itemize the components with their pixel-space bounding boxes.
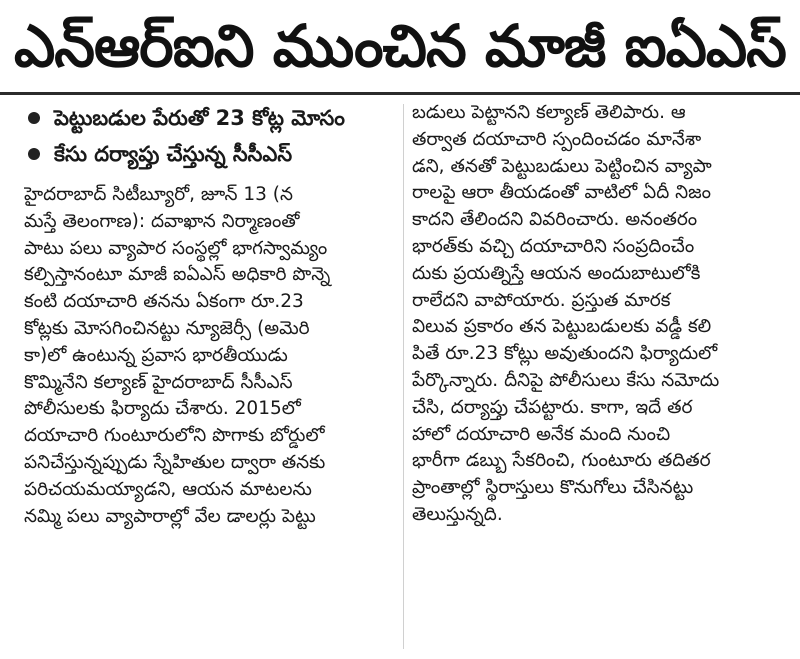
left-body-text [24, 182, 396, 530]
body-line: నమ్మి పలు వ్యాపారాల్లో వేల డాలర్లు పెట్టు [24, 505, 316, 527]
body-line: మస్తే తెలంగాణ): దవాఖాన నిర్మాణంతో [24, 210, 300, 232]
body-line: పోలీసులకు ఫిర్యాదు చేశారు. 2015లో [24, 398, 301, 420]
body-line: కొమ్మినేని కల్యాణ్ హైదరాబాద్ సీసీఎస్ [24, 371, 293, 393]
body-line: విలువ ప్రకారం తన పెట్టుబడులకు వడ్డీ కలి [412, 316, 712, 338]
body-line: భారీగా డబ్బు సేకరించి, గుంటూరు తదితర [412, 450, 711, 472]
body-line: బడులు పెట్టానని కల్యాణ్ తెలిపారు. ఆ [412, 102, 686, 123]
body-line: చేసి, దర్యాప్తు చేపట్టారు. కాగా, ఇదే తర [412, 396, 693, 418]
headline-underline [0, 92, 800, 95]
column-divider [403, 104, 404, 649]
bullet-dot-icon [28, 112, 40, 124]
body-line: డని, తనతో పెట్టుబడులు పెట్టించిన వ్యాపా [412, 155, 712, 177]
body-line: ప్రాంతాల్లో స్థిరాస్తులు కొనుగోలు చేసినట్టు [412, 477, 694, 499]
right-column [412, 100, 784, 529]
body-line: రాలేదని వాపోయారు. ప్రస్తుత మారక [412, 289, 671, 311]
body-line: కాదని తేలిందని వివరించారు. అనంతరం [412, 209, 698, 231]
body-line: కా)లో ఉంటున్న ప్రవాస భారతీయుడు [24, 344, 288, 366]
bullet-text: కేసు దర్యాప్తు చేస్తున్న సీసీఎస్ [54, 142, 293, 166]
bullet-item [24, 100, 396, 136]
body-line: కోట్లకు మోసగించినట్టు న్యూజెర్సీ (అమెరి [24, 317, 310, 339]
body-line: హైదరాబాద్ సిటీబ్యూరో, జూన్ 13 (న [24, 184, 294, 205]
body-line: దుకు ప్రయత్నిస్తే ఆయన అందుబాటులోకి [412, 262, 701, 284]
body-line: కంటి దయాచారి తనను ఏకంగా రూ.23 [24, 291, 304, 313]
body-line: పేర్కొన్నారు. దీనిపై పోలీసులు కేసు నమోదు [412, 369, 720, 391]
body-line: రాలపై ఆరా తీయడంతో వాటిలో ఏదీ నిజం [412, 182, 712, 204]
body-line: దయాచారి గుంటూరులోని పొగాకు బోర్డులో [24, 425, 325, 447]
body-line: భారత్‌కు వచ్చి దయాచారిని సంప్రదించేం [412, 235, 695, 257]
body-line: పనిచేస్తున్నప్పుడు స్నేహితుల ద్వారా తనకు [24, 451, 326, 473]
bullet-list [24, 100, 396, 172]
left-column [24, 100, 396, 530]
headline: ఎన్ఆర్ఐని ముంచిన మాజీ ఐఏఎస్ [14, 12, 786, 80]
body-line: పాటు పలు వ్యాపార సంస్థల్లో భాగస్వామ్యం [24, 237, 328, 259]
body-line: కల్పిస్తానంటూ మాజీ ఐఏఎస్ అధికారి పొన్నె [24, 264, 331, 286]
bullet-item [24, 136, 396, 172]
body-line: హాలో దయాచారి అనేక మంది నుంచి [412, 423, 671, 445]
body-line: పరిచయమయ్యాడని, ఆయన మాటలను [24, 478, 312, 500]
body-line: పితే రూ.23 కోట్లు అవుతుందని ఫిర్యాదులో [412, 343, 718, 365]
body-line: తెలుస్తున్నది. [412, 503, 503, 525]
right-body-text [412, 100, 784, 529]
bullet-dot-icon [28, 148, 40, 160]
body-line: తర్వాత దయాచారి స్పందించడం మానేశా [412, 128, 702, 150]
bullet-text: పెట్టుబడుల పేరుతో 23 కోట్ల మోసం [54, 106, 345, 130]
